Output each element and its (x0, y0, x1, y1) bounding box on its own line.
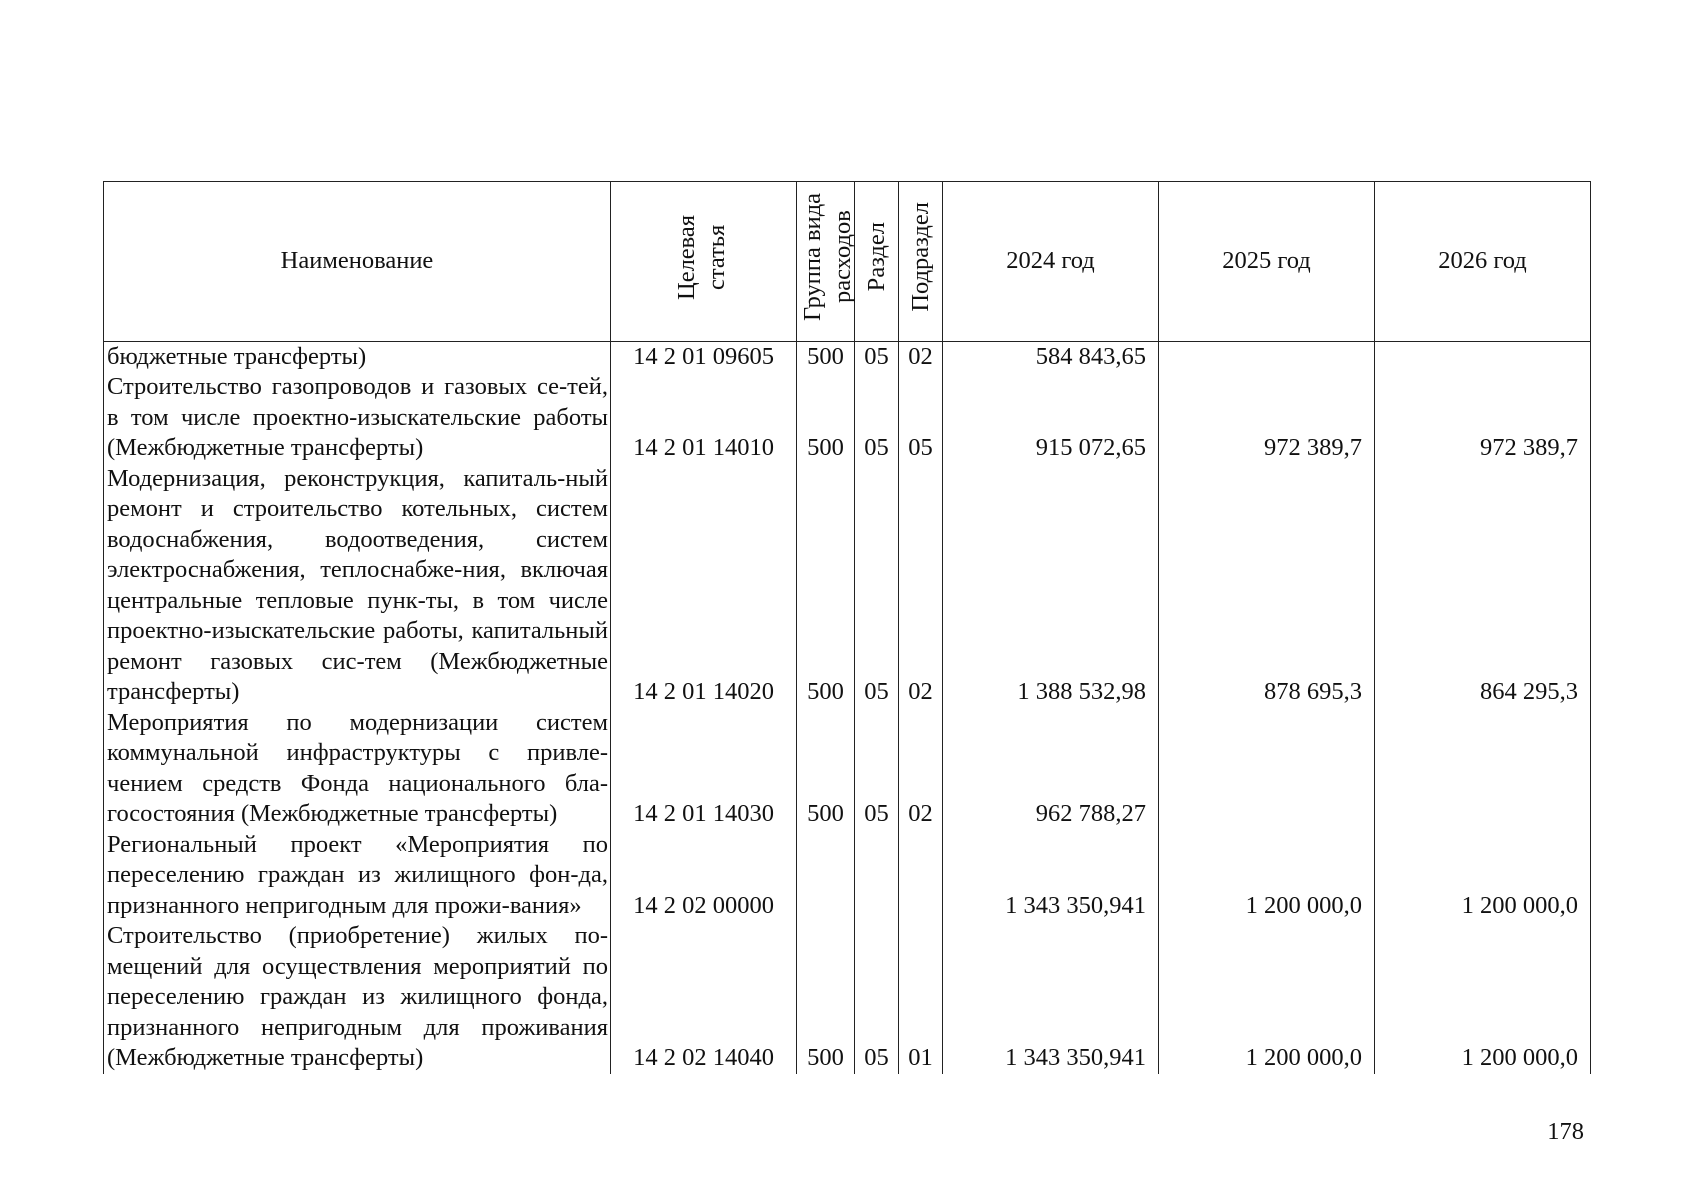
cell-2025 (1159, 341, 1375, 372)
table-row (104, 921, 1591, 1074)
cell-section (855, 830, 899, 922)
header-section: Раздел (855, 182, 899, 342)
table-row (104, 464, 1591, 708)
cell-target-article: 14 2 02 00000 (611, 830, 797, 922)
cell-expense-group: 500 (797, 372, 855, 464)
header-name: Наименование (104, 182, 611, 342)
cell-subsection: 02 (899, 341, 943, 372)
header-2026: 2026 год (1375, 182, 1591, 342)
cell-target-article: 14 2 02 14040 (611, 921, 797, 1074)
header-target-article: Целевая статья (611, 182, 797, 342)
cell-2026: 864 295,3 (1375, 464, 1591, 708)
cell-2026: 1 200 000,0 (1375, 830, 1591, 922)
cell-name: Региональный проект «Мероприятия по переселению граждан из жилищного фон-да, признанного непригодным для прожи-вания» (104, 830, 611, 922)
cell-2024: 584 843,65 (943, 341, 1159, 372)
cell-2026: 972 389,7 (1375, 372, 1591, 464)
cell-name: бюджетные трансферты) (104, 341, 611, 372)
cell-section: 05 (855, 921, 899, 1074)
cell-name: Строительство (приобретение) жилых по-мещений для осуществления мероприятий по переселению граждан из жилищного фонда, признанного непригодным для проживания (Межбюджетные трансферты) (104, 921, 611, 1074)
cell-2024: 1 388 532,98 (943, 464, 1159, 708)
cell-expense-group: 500 (797, 464, 855, 708)
cell-expense-group: 500 (797, 708, 855, 830)
table-row (104, 708, 1591, 830)
header-subsection: Подраздел (899, 182, 943, 342)
table-row (104, 830, 1591, 922)
cell-section: 05 (855, 708, 899, 830)
cell-section: 05 (855, 464, 899, 708)
cell-expense-group: 500 (797, 921, 855, 1074)
header-2024: 2024 год (943, 182, 1159, 342)
cell-name: Мероприятия по модернизации систем коммунальной инфраструктуры с привле-чением средств Фонда национального бла-госостояния (Межбюджетные трансферты) (104, 708, 611, 830)
cell-2025 (1159, 708, 1375, 830)
page-number: 178 (1547, 1118, 1584, 1145)
cell-subsection (899, 830, 943, 922)
cell-section: 05 (855, 372, 899, 464)
cell-2025: 1 200 000,0 (1159, 830, 1375, 922)
cell-target-article: 14 2 01 14020 (611, 464, 797, 708)
cell-target-article: 14 2 01 14030 (611, 708, 797, 830)
cell-section: 05 (855, 341, 899, 372)
cell-subsection: 01 (899, 921, 943, 1074)
cell-2026: 1 200 000,0 (1375, 921, 1591, 1074)
cell-subsection: 02 (899, 464, 943, 708)
table-row (104, 341, 1591, 372)
cell-expense-group: 500 (797, 341, 855, 372)
cell-subsection: 02 (899, 708, 943, 830)
cell-target-article: 14 2 01 09605 (611, 341, 797, 372)
cell-2024: 962 788,27 (943, 708, 1159, 830)
header-2025: 2025 год (1159, 182, 1375, 342)
cell-2026 (1375, 341, 1591, 372)
cell-name: Строительство газопроводов и газовых се-тей, в том числе проектно-изыскательские работы (Межбюджетные трансферты) (104, 372, 611, 464)
table-row (104, 372, 1591, 464)
cell-expense-group (797, 830, 855, 922)
header-expense-group: Группа вида расходов (797, 182, 855, 342)
cell-2026 (1375, 708, 1591, 830)
cell-target-article: 14 2 01 14010 (611, 372, 797, 464)
budget-table (103, 181, 1591, 1074)
cell-2025: 1 200 000,0 (1159, 921, 1375, 1074)
cell-2025: 878 695,3 (1159, 464, 1375, 708)
cell-2024: 915 072,65 (943, 372, 1159, 464)
cell-2024: 1 343 350,941 (943, 921, 1159, 1074)
cell-2024: 1 343 350,941 (943, 830, 1159, 922)
cell-name: Модернизация, реконструкция, капиталь-ный ремонт и строительство котельных, систем водоснабжения, водоотведения, систем электроснабжения, теплоснабже-ния, включая центральные тепловые пунк-ты, в том числе проектно-изыскательские работы, капитальный ремонт газовых сис-тем (Межбюджетные трансферты) (104, 464, 611, 708)
table-header-row (104, 182, 1591, 342)
cell-subsection: 05 (899, 372, 943, 464)
cell-2025: 972 389,7 (1159, 372, 1375, 464)
